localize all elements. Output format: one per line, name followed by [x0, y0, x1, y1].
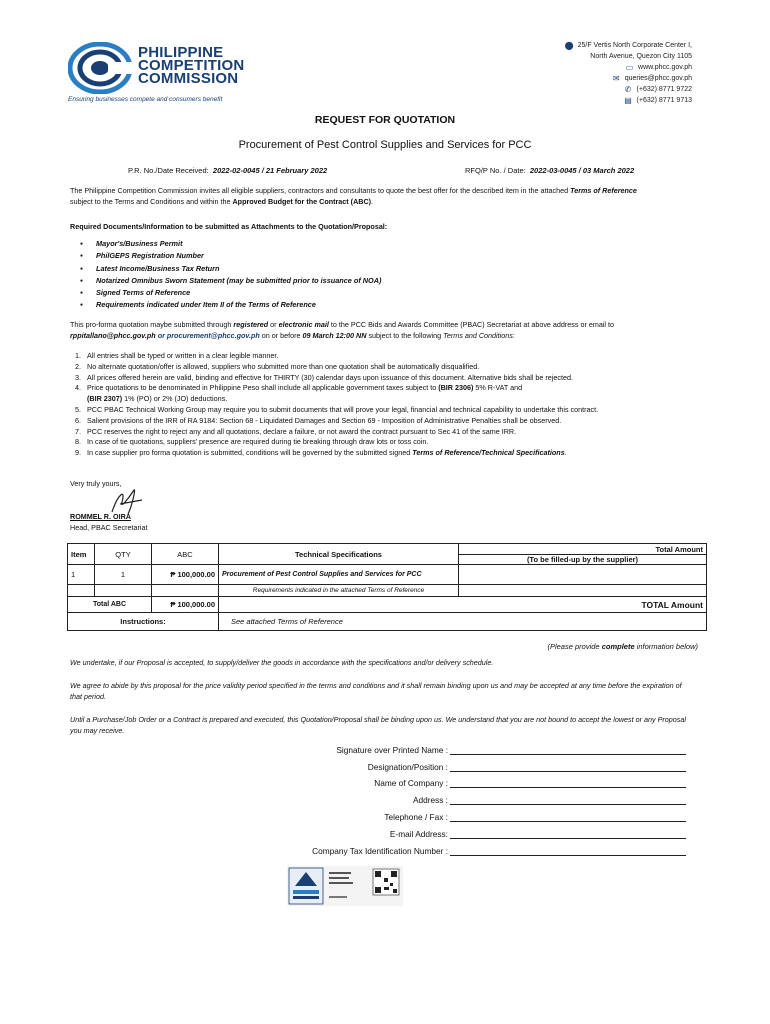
term-item: 1. All entries shall be typed or written in a clear legible manner.: [75, 351, 279, 360]
term-item: 5. PCC PBAC Technical Working Group may require you to submit documents that will prove your legal, financial and technical capability to undertake this contract.: [75, 404, 599, 414]
empty-cell: [68, 585, 95, 597]
total-abc-label: Total ABC: [68, 597, 152, 613]
website: ▭ www.phcc.gov.ph: [625, 63, 692, 72]
field-email[interactable]: E-mail Address:: [260, 822, 700, 839]
field-line[interactable]: [450, 762, 686, 772]
field-line[interactable]: [450, 829, 686, 839]
pcc-logo-mark: [68, 42, 132, 94]
field-telephone-fax[interactable]: Telephone / Fax :: [260, 805, 700, 822]
address-line-1: ⬤ 25/F Vertis North Corporate Center I,: [564, 41, 692, 50]
row-total-amount[interactable]: [459, 565, 707, 585]
row-abc: ₱ 100,000.00: [152, 565, 219, 585]
term-item: 2. No alternate quotation/offer is allowed, suppliers who submitted more than one quotation shall be automatically disqualified.: [75, 361, 480, 371]
term-item: 7. PCC reserves the right to reject any and all quotations, declare a failure, or not award the contract pursuant to Sec 41 of the same IRR.: [75, 426, 517, 436]
phone-icon: ✆: [624, 85, 632, 94]
document-subtitle: Procurement of Pest Control Supplies and Services for PCC: [238, 139, 532, 151]
total-abc-value: ₱ 100,000.00: [152, 597, 219, 613]
list-item: ● Signed Terms of Reference: [80, 287, 381, 299]
required-heading: Required Documents/Information to be submitted as Attachments to the Quotation/Proposal:: [70, 222, 388, 231]
terms-list: [75, 351, 695, 459]
total-amount-label: TOTAL Amount: [219, 597, 707, 613]
field-signature[interactable]: Signature over Printed Name :: [260, 738, 700, 755]
term-item: 4. Price quotations to be denominated in Philippine Peso shall include all applicable government taxes subject to (BIR 2306) 5% R-VAT and: [75, 383, 523, 393]
header-technical-specs: Technical Specifications: [219, 544, 459, 565]
org-tagline: Ensuring businesses compete and consumers benefit: [68, 96, 223, 103]
signatory-name: ROMMEL R. OIRA: [70, 512, 131, 521]
field-line[interactable]: [450, 745, 686, 755]
field-address[interactable]: Address :: [260, 788, 700, 805]
header-abc: ABC: [152, 544, 219, 565]
list-item: ● PhilGEPS Registration Number: [80, 250, 381, 262]
required-list: [80, 238, 381, 312]
location-pin-icon: ⬤: [564, 41, 574, 50]
row-qty: 1: [95, 565, 152, 585]
empty-cell: [152, 585, 219, 597]
empty-cell: [95, 585, 152, 597]
field-designation[interactable]: Designation/Position :: [260, 755, 700, 772]
provide-note: (Please provide complete information below): [547, 642, 698, 651]
contact-block: [565, 40, 692, 106]
list-item: ● Mayor's/Business Permit: [80, 238, 381, 250]
intro-paragraph: The Philippine Competition Commission invites all eligible suppliers, contractors and consultants to quote the best offer for the described item in the attached Terms of Reference subject to the Terms and Conditions and within the Approved Budget for the Contract (ABC).: [70, 186, 637, 206]
document-title: REQUEST FOR QUOTATION: [314, 114, 456, 126]
address-line-2: North Avenue, Quezon City 1105: [590, 53, 692, 60]
iso-certification-badge: [287, 866, 403, 906]
term-item: 6. Salient provisions of the IRR of RA 9184: Section 68 - Liquidated Damages and Section 69 - Imposition of Administrative Penalties shall be observed.: [75, 415, 562, 425]
row-item: 1: [68, 565, 95, 585]
header-qty: QTY: [95, 544, 152, 565]
term-item: 9. In case supplier pro forma quotation is submitted, conditions will be governed by the submitted signed Terms of Reference/Technical Specifications.: [75, 448, 567, 458]
field-tin[interactable]: Company Tax Identification Number :: [260, 839, 700, 856]
row-spec: Procurement of Pest Control Supplies and Services for PCC: [219, 565, 459, 585]
row-requirements: Requirements indicated in the attached Terms of Reference: [219, 585, 459, 597]
field-line[interactable]: [450, 778, 686, 788]
list-item: ● Latest Income/Business Tax Return: [80, 263, 381, 275]
supplier-fields: [260, 738, 700, 856]
org-name: PHILIPPINE COMPETITION COMMISSION: [138, 44, 245, 87]
field-line[interactable]: [450, 795, 686, 805]
rfq-number: RFQ/P No. / Date: 2022-03-0045 / 03 March 2022: [465, 166, 635, 175]
field-line[interactable]: [450, 846, 686, 856]
monitor-icon: ▭: [625, 63, 634, 72]
field-line[interactable]: [450, 812, 686, 822]
instructions-label: Instructions:: [68, 613, 219, 631]
submission-paragraph: This pro-forma quotation maybe submitted through registered or electronic mail to the PCC Bids and Awards Committee (PBAC) Secretariat at above address or email to rppitallano@phcc.gov.ph or procurement@phcc.gov.ph on or before 09 March 12:00 NN subject to the following Terms and Conditions:: [70, 320, 615, 340]
pr-number: P.R. No./Date Received: 2022-02-0045 / 21 February 2022: [128, 166, 328, 175]
envelope-icon: ✉: [612, 74, 620, 83]
fax-icon: ▤: [624, 96, 632, 105]
agree-paragraph: We agree to abide by this proposal for the price validity period specified in the terms and conditions and it shall remain binding upon us and may be accepted at any time before the expiration of that period.: [70, 681, 682, 701]
list-item: ● Requirements indicated under Item II of the Terms of Reference: [80, 299, 381, 311]
pcc-logo: [68, 40, 268, 104]
email: ✉ queries@phcc.gov.ph: [612, 74, 692, 83]
list-item: ● Notarized Omnibus Sworn Statement (may be submitted prior to issuance of NOA): [80, 275, 381, 287]
empty-cell: [459, 585, 707, 597]
header-total-amount: Total Amount (To be filled-up by the supplier): [459, 544, 707, 565]
field-company-name[interactable]: Name of Company :: [260, 772, 700, 789]
undertake-paragraph: We undertake, if our Proposal is accepted, to supply/deliver the goods in accordance with the specifications and/or delivery schedule.: [70, 658, 494, 667]
term-item: 8. In case of tie quotations, suppliers' presence are required during tie breaking through draw lots or toss coin.: [75, 437, 429, 447]
fax: ▤ (+632) 8771 9713: [624, 96, 692, 105]
term-item: (BIR 2307) 1% (PO) or 2% (JO) deductions.: [87, 394, 228, 404]
binding-paragraph: Until a Purchase/Job Order or a Contract is prepared and executed, this Quotation/Proposal shall be binding upon us. We understand that you are not bound to accept the lowest or any Proposal you may receive.: [70, 715, 686, 735]
header-item: Item: [68, 544, 95, 565]
closing: Very truly yours,: [70, 479, 122, 488]
term-item: 3. All prices offered herein are valid, binding and effective for THIRTY (30) calendar days upon issuance of this document. Alternative bids shall be rejected.: [75, 372, 573, 382]
signatory-title: Head, PBAC Secretariat: [70, 523, 148, 532]
quotation-table: [67, 543, 707, 631]
phone: ✆ (+632) 8771 9722: [624, 85, 692, 94]
instructions-value: See attached Terms of Reference: [219, 613, 707, 631]
